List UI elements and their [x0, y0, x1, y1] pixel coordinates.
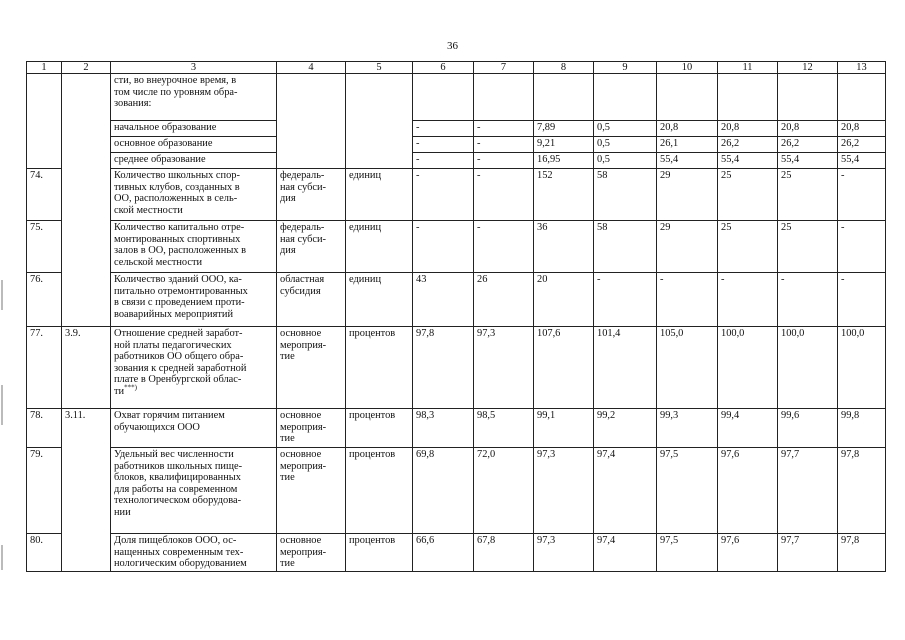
indicator-text-line: монтированных спортивных	[114, 233, 241, 245]
funding-source-line: мероприя-	[280, 339, 327, 351]
column-number: 4	[277, 62, 346, 74]
column-number-row	[27, 62, 886, 74]
funding-source-line: основное	[280, 449, 322, 460]
column-number: 11	[718, 62, 778, 74]
value-cell: 100,0	[718, 327, 778, 409]
funding-source-line: мероприя-	[280, 546, 327, 558]
funding-source-line: дия	[280, 193, 296, 205]
value-cell: -	[474, 137, 534, 153]
value-cell: 69,8	[413, 448, 474, 534]
indicator-text-line: технологическом оборудова-	[114, 495, 242, 507]
value-cell: 97,4	[594, 534, 657, 572]
funding-source-line: ная субси-	[280, 233, 327, 245]
value-cell: 26,2	[778, 137, 838, 153]
indicator-text-line: нологическим оборудованием	[114, 558, 247, 570]
row-number: 75.	[27, 221, 62, 273]
column-number: 12	[778, 62, 838, 74]
indicator-text-line: Количество капитально отре-	[114, 222, 245, 233]
table-row	[27, 137, 886, 153]
column-number: 1	[27, 62, 62, 74]
indicator-text-line: плате в Оренбургской облас-	[114, 374, 242, 386]
indicator-text-line: Охват горячим питанием	[114, 410, 225, 421]
value-cell: 0,5	[594, 153, 657, 169]
value-cell	[474, 74, 534, 121]
value-cell: 97,8	[838, 448, 886, 534]
indicator-text-line: работников школьных пище-	[114, 460, 243, 472]
value-cell: 98,3	[413, 409, 474, 448]
footnote-mark: ***)	[124, 383, 137, 392]
funding-source	[277, 448, 346, 534]
row-number-cell	[27, 74, 62, 169]
value-cell: 99,6	[778, 409, 838, 448]
value-cell: -	[838, 273, 886, 327]
funding-source	[277, 327, 346, 409]
value-cell: 43	[413, 273, 474, 327]
unit-cell: единиц	[346, 273, 413, 327]
value-cell: 58	[594, 169, 657, 221]
column-number: 13	[838, 62, 886, 74]
indicator-text	[111, 273, 277, 327]
value-cell: 25	[718, 169, 778, 221]
funding-source-line: тие	[280, 351, 295, 363]
value-cell: 25	[718, 221, 778, 273]
indicator-text-line: Количество школьных спор-	[114, 170, 240, 181]
unit-cell: единиц	[346, 169, 413, 221]
value-cell: 26,1	[657, 137, 718, 153]
value-cell: -	[413, 121, 474, 137]
table-row	[27, 169, 886, 221]
value-cell: -	[778, 273, 838, 327]
value-cell	[534, 74, 594, 121]
value-cell	[838, 74, 886, 121]
value-cell: 20,8	[778, 121, 838, 137]
table-row	[27, 221, 886, 273]
value-cell: 26	[474, 273, 534, 327]
value-cell: 55,4	[838, 153, 886, 169]
value-cell: 97,3	[474, 327, 534, 409]
value-cell: 9,21	[534, 137, 594, 153]
value-cell	[594, 74, 657, 121]
funding-source-line: тие	[280, 433, 295, 445]
indicator-text-line: обучающихся ООО	[114, 421, 200, 433]
value-cell: 26,2	[838, 137, 886, 153]
funding-source-line: ная субси-	[280, 181, 327, 193]
funding-source-line: основное	[280, 328, 322, 339]
value-cell	[718, 74, 778, 121]
indicator-text	[111, 327, 277, 409]
column-number: 7	[474, 62, 534, 74]
level-name: начальное образование	[111, 121, 277, 137]
row-number: 78.	[27, 409, 62, 448]
code-cell: 3.9.	[62, 327, 111, 409]
value-cell: 97,6	[718, 534, 778, 572]
column-number: 9	[594, 62, 657, 74]
value-cell: -	[657, 273, 718, 327]
value-cell: 29	[657, 221, 718, 273]
value-cell	[413, 74, 474, 121]
row-number: 74.	[27, 169, 62, 221]
value-cell: -	[413, 137, 474, 153]
indicator-text-line: сти, во внеурочное время, в	[114, 75, 237, 86]
value-cell: 97,5	[657, 448, 718, 534]
funding-source-line: мероприя-	[280, 421, 327, 433]
indicator-text-line: том числе по уровням обра-	[114, 86, 238, 98]
column-number: 5	[346, 62, 413, 74]
value-cell: 97,6	[718, 448, 778, 534]
value-cell	[657, 74, 718, 121]
value-cell: 58	[594, 221, 657, 273]
row-number: 79.	[27, 448, 62, 534]
funding-source-line: федераль-	[280, 222, 325, 233]
indicator-text-line: работников ОО общего обра-	[114, 351, 244, 363]
indicator-text	[111, 169, 277, 221]
indicator-text-line: Удельный вес численности	[114, 449, 234, 460]
indicator-text-line: ной платы педагогических	[114, 339, 232, 351]
value-cell: -	[838, 169, 886, 221]
code-cell	[62, 74, 111, 327]
indicator-text-line: залов в ОО, расположенных в	[114, 245, 247, 257]
indicator-text-line: воаварийных мероприятий	[114, 308, 234, 320]
funding-source	[277, 169, 346, 221]
indicator-text-line: тивных клубов, созданных в	[114, 181, 240, 193]
level-name: среднее образование	[111, 153, 277, 169]
value-cell: 99,2	[594, 409, 657, 448]
funding-source-line: основное	[280, 535, 322, 546]
value-cell: 20,8	[657, 121, 718, 137]
value-cell: -	[594, 273, 657, 327]
value-cell: 100,0	[778, 327, 838, 409]
value-cell: -	[474, 221, 534, 273]
indicator-text	[111, 448, 277, 534]
table-row	[27, 327, 886, 409]
value-cell: 97,8	[413, 327, 474, 409]
indicator-text	[111, 534, 277, 572]
table-row	[27, 273, 886, 327]
value-cell: 97,5	[657, 534, 718, 572]
indicator-text-line: для работы на современном	[114, 483, 238, 495]
value-cell: 152	[534, 169, 594, 221]
column-number: 2	[62, 62, 111, 74]
funding-source	[277, 409, 346, 448]
page-number: 36	[447, 40, 458, 52]
value-cell: -	[413, 153, 474, 169]
indicator-text-line: нащенных современным тех-	[114, 546, 244, 558]
funding-source-line: субсидия	[280, 285, 321, 297]
row-number: 76.	[27, 273, 62, 327]
table-row	[27, 153, 886, 169]
indicator-text-line: ОО, расположенных в сель-	[114, 193, 238, 205]
column-number: 8	[534, 62, 594, 74]
value-cell: -	[474, 169, 534, 221]
funding-source-line: тие	[280, 472, 295, 484]
indicator-text	[111, 221, 277, 273]
value-cell: 20,8	[718, 121, 778, 137]
funding-source-line: мероприя-	[280, 460, 327, 472]
scan-edge-mark	[1, 545, 3, 570]
unit-cell: единиц	[346, 221, 413, 273]
value-cell: 99,8	[838, 409, 886, 448]
unit-cell: процентов	[346, 448, 413, 534]
row-number: 80.	[27, 534, 62, 572]
table-row	[27, 409, 886, 448]
indicator-text-line: зования к средней заработной	[114, 362, 247, 374]
column-number: 10	[657, 62, 718, 74]
funding-source	[277, 534, 346, 572]
value-cell: 97,3	[534, 448, 594, 534]
unit-cell	[346, 74, 413, 169]
value-cell: 7,89	[534, 121, 594, 137]
value-cell: 99,4	[718, 409, 778, 448]
indicator-text	[111, 409, 277, 448]
table-row	[27, 448, 886, 534]
value-cell: 16,95	[534, 153, 594, 169]
level-name: основное образование	[111, 137, 277, 153]
indicator-table	[26, 61, 886, 572]
indicator-text-line: питально отремонтированных	[114, 285, 248, 297]
source-cell	[277, 74, 346, 169]
indicator-text	[111, 74, 277, 121]
value-cell: 97,7	[778, 534, 838, 572]
value-cell: 99,1	[534, 409, 594, 448]
scan-edge-mark	[1, 385, 3, 425]
value-cell: 0,5	[594, 121, 657, 137]
value-cell: -	[474, 153, 534, 169]
value-cell: -	[474, 121, 534, 137]
value-cell: 0,5	[594, 137, 657, 153]
table-row	[27, 74, 886, 121]
value-cell: -	[413, 221, 474, 273]
value-cell: 107,6	[534, 327, 594, 409]
value-cell: 20,8	[838, 121, 886, 137]
indicator-text-line: сельской местности	[114, 256, 203, 268]
value-cell: 97,8	[838, 534, 886, 572]
value-cell: -	[838, 221, 886, 273]
indicator-text-line: Количество зданий ООО, ка-	[114, 274, 242, 285]
funding-source-line: областная	[280, 274, 325, 285]
value-cell	[778, 74, 838, 121]
value-cell: 26,2	[718, 137, 778, 153]
value-cell: 101,4	[594, 327, 657, 409]
value-cell: 55,4	[778, 153, 838, 169]
funding-source-line: тие	[280, 558, 295, 570]
funding-source-line: дия	[280, 245, 296, 257]
value-cell: 105,0	[657, 327, 718, 409]
value-cell: 25	[778, 221, 838, 273]
unit-cell: процентов	[346, 327, 413, 409]
value-cell: 98,5	[474, 409, 534, 448]
value-cell: 66,6	[413, 534, 474, 572]
funding-source-line: федераль-	[280, 170, 325, 181]
value-cell: 55,4	[718, 153, 778, 169]
value-cell: 36	[534, 221, 594, 273]
indicator-text-line: ской местности	[114, 204, 183, 216]
value-cell: 99,3	[657, 409, 718, 448]
value-cell: 72,0	[474, 448, 534, 534]
value-cell: 67,8	[474, 534, 534, 572]
value-cell: 55,4	[657, 153, 718, 169]
value-cell: 97,7	[778, 448, 838, 534]
unit-cell: процентов	[346, 534, 413, 572]
scan-edge-mark	[1, 280, 3, 310]
value-cell: 97,3	[534, 534, 594, 572]
value-cell: 29	[657, 169, 718, 221]
row-number: 77.	[27, 327, 62, 409]
indicator-text-line: Отношение средней заработ-	[114, 328, 243, 339]
value-cell: -	[413, 169, 474, 221]
funding-source	[277, 273, 346, 327]
indicator-text-line: зования:	[114, 98, 152, 110]
indicator-text-line: в связи с проведением проти-	[114, 297, 245, 309]
unit-cell: процентов	[346, 409, 413, 448]
value-cell: 100,0	[838, 327, 886, 409]
value-cell: 97,4	[594, 448, 657, 534]
funding-source	[277, 221, 346, 273]
column-number: 6	[413, 62, 474, 74]
funding-source-line: основное	[280, 410, 322, 421]
code-cell: 3.11.	[62, 409, 111, 572]
value-cell: -	[718, 273, 778, 327]
column-number: 3	[111, 62, 277, 74]
table-row	[27, 121, 886, 137]
indicator-text-line: ти	[114, 385, 125, 397]
indicator-text-line: блоков, квалифицированных	[114, 472, 241, 484]
value-cell: 25	[778, 169, 838, 221]
value-cell: 20	[534, 273, 594, 327]
indicator-text-line: Доля пищеблоков ООО, ос-	[114, 535, 237, 546]
table-row	[27, 534, 886, 572]
indicator-text-line: нии	[114, 506, 131, 518]
